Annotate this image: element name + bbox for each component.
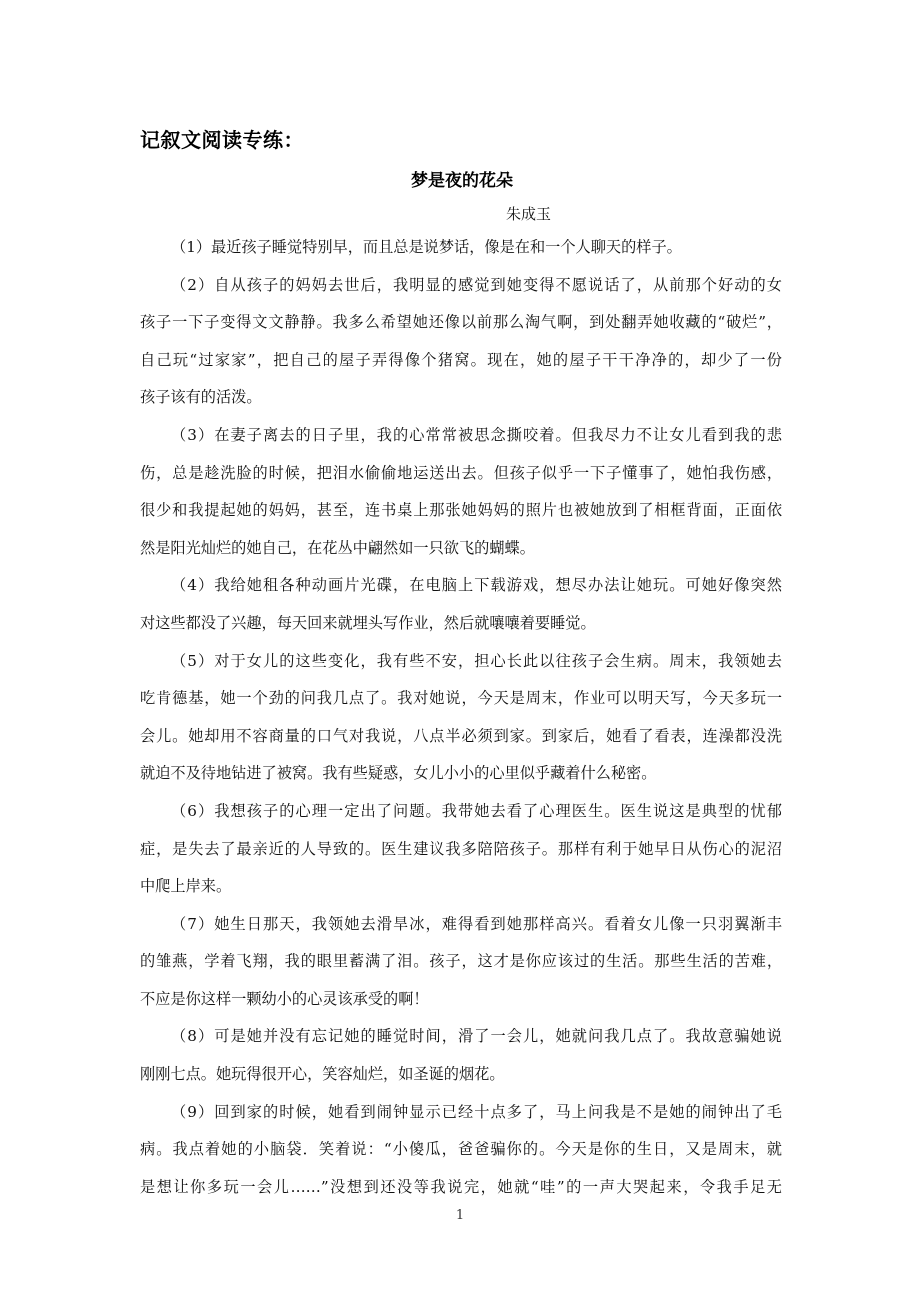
paragraph-line: （4）我给她租各种动画片光碟，在电脑上下载游戏，想尽办法让她玩。可她好像突然 <box>171 576 782 595</box>
paragraph-line: 孩子一下子变得文文静静。我多么希望她还像以前那么淘气啊，到处翻弄她收藏的“破烂”， <box>140 313 782 332</box>
paragraph-line: 症，是失去了最亲近的人导致的。医生建议我多陪陪孩子。那样有利于她早日从伤心的泥沼 <box>140 839 782 858</box>
paragraph-line: （5）对于女儿的这些变化，我有些不安，担心长此以往孩子会生病。周末，我领她去 <box>171 651 782 670</box>
section-heading: 记叙文阅读专练： <box>140 128 304 152</box>
paragraph-line: （3）在妻子离去的日子里，我的心常常被思念撕咬着。但我尽力不让女儿看到我的悲 <box>171 425 782 444</box>
paragraph-3 <box>140 423 782 573</box>
paragraph-8 <box>140 1024 782 1099</box>
paragraph-line: 会儿。她却用不容商量的口气对我说，八点半必须到家。到家后，她看了看表，连澡都没洗 <box>140 726 782 745</box>
paragraph-line: 的雏燕，学着飞翔，我的眼里蓄满了泪。孩子，这才是你应该过的生活。那些生活的苦难， <box>140 952 782 971</box>
paragraph-line: （2）自从孩子的妈妈去世后，我明显的感觉到她变得不愿说话了，从前那个好动的女 <box>171 275 782 294</box>
paragraph-line: 然是阳光灿烂的她自己，在花丛中翩然如一只欲飞的蝴蝶。 <box>140 538 535 557</box>
paragraph-line: 孩子该有的活泼。 <box>140 388 262 407</box>
paragraph-line: 对这些都没了兴趣，每天回来就埋头写作业，然后就嚷嚷着要睡觉。 <box>140 613 596 632</box>
paragraph-4 <box>140 573 782 648</box>
paragraph-line: 刚刚七点。她玩得很开心，笑容灿烂，如圣诞的烟花。 <box>140 1065 505 1084</box>
paragraph-9 <box>140 1100 782 1213</box>
paragraph-line: 是想让你多玩一会儿……”没想到还没等我说完，她就“哇”的一声大哭起来，令我手足无 <box>140 1177 782 1196</box>
paragraph-5 <box>140 649 782 799</box>
article-body <box>140 235 782 1212</box>
paragraph-line: （1）最近孩子睡觉特别早，而且总是说梦话，像是在和一个人聊天的样子。 <box>171 238 682 256</box>
paragraph-line: （7）她生日那天，我领她去滑旱冰，难得看到她那样高兴。看着女儿像一只羽翼渐丰 <box>171 914 782 933</box>
paragraph-2 <box>140 273 782 423</box>
paragraph-1 <box>140 235 782 273</box>
article-author: 朱成玉 <box>506 205 552 223</box>
page-number: 1 <box>455 1208 465 1223</box>
paragraph-line: （8）可是她并没有忘记她的睡觉时间，滑了一会儿，她就问我几点了。我故意骗她说 <box>171 1027 782 1046</box>
paragraph-line: 就迫不及待地钻进了被窝。我有些疑惑，女儿小小的心里似乎藏着什么秘密。 <box>140 764 657 783</box>
paragraph-line: （9）回到家的时候，她看到闹钟显示已经十点多了，马上问我是不是她的闹钟出了毛 <box>171 1102 782 1121</box>
paragraph-line: 自己玩“过家家”，把自己的屋子弄得像个猪窝。现在，她的屋子干干净净的，却少了一份 <box>140 350 782 369</box>
paragraph-line: 不应是你这样一颗幼小的心灵该承受的啊！ <box>140 989 429 1008</box>
article-title: 梦是夜的花朵 <box>411 171 513 191</box>
paragraph-line: 吃肯德基，她一个劲的问我几点了。我对她说，今天是周末，作业可以明天写，今天多玩一 <box>140 689 782 708</box>
paragraph-line: 很少和我提起她的妈妈，甚至，连书桌上那张她妈妈的照片也被她放到了相框背面，正面依 <box>140 501 782 520</box>
paragraph-line: （6）我想孩子的心理一定出了问题。我带她去看了心理医生。医生说这是典型的忧郁 <box>171 801 782 820</box>
paragraph-6 <box>140 799 782 912</box>
paragraph-line: 病。我点着她的小脑袋．笑着说：“小傻瓜，爸爸骗你的。今天是你的生日，又是周末，就 <box>140 1140 782 1159</box>
paragraph-line: 伤，总是趁洗脸的时候，把泪水偷偷地运送出去。但孩子似乎一下子懂事了，她怕我伤感， <box>140 463 782 482</box>
paragraph-line: 中爬上岸来。 <box>140 877 232 896</box>
paragraph-7 <box>140 912 782 1025</box>
